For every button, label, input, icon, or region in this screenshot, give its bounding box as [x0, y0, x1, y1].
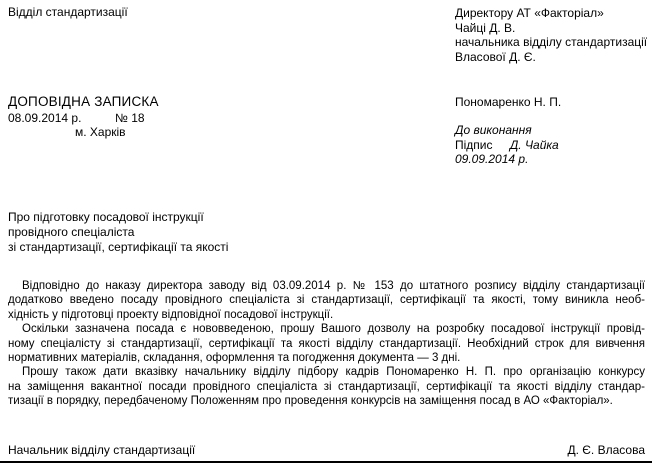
signer-position: Начальник відділу стандартизації [8, 443, 196, 457]
body-text [8, 279, 645, 409]
subject-line: зі стандартизації, сертифікації та якості [8, 240, 229, 254]
addressee-line: Чайці Д. В. [455, 20, 516, 35]
body-line: нормативних матеріалів, складання, оформлення та погодження документа — 3 дні. [8, 351, 461, 364]
subject-line: Про підготовку посадової інструкції [8, 210, 204, 224]
body-line: Відповідно до наказу директора заводу від 03.09.2014 р. № 153 до штатного розпису відділу стандартизації [22, 280, 645, 292]
document-date: 08.09.2014 р. [8, 111, 82, 125]
resolution-block [455, 123, 559, 167]
resolution-signer-name: Д. Чайка [509, 137, 559, 152]
addressee-line: Власової Д. Є. [455, 49, 536, 64]
body-line: додатково введено посаду провідного спеціаліста зі стандартизації, сертифікації та якості, тому виникла необ- [8, 294, 645, 307]
body-line: ному спеціалісту зі стандартизації, сертифікації та якості відділу стандартизації. Необхідний строк для вивчення [8, 337, 645, 350]
document-number: № 18 [115, 111, 145, 125]
body-line: Оскільки зазначена посада є нововведеною, прошу Вашого дозволу на розробку посадової інструкції провід- [22, 323, 645, 336]
subject-line: провідного спеціаліста [8, 225, 135, 239]
subject-block [8, 210, 228, 255]
document-type-title: ДОПОВІДНА ЗАПИСКА [8, 94, 159, 109]
document-city: м. Харків [75, 125, 126, 139]
resolution-signature-label: Підпис [455, 137, 493, 152]
bottom-border-line [0, 461, 652, 463]
signer-name: Д. Є. Власова [567, 443, 645, 457]
date-number-line [8, 111, 208, 125]
body-line: Прошу також дати вказівку начальнику відділу підбору кадрів Пономаренко Н. П. про організацію конкурсу [22, 366, 645, 379]
assignee-name: Пономаренко Н. П. [455, 95, 562, 109]
addressee-block [455, 6, 650, 64]
resolution-date: 09.09.2014 р. [455, 152, 529, 166]
body-line: тизації в порядку, передбаченому Положенням про проведення конкурсів на заміщення посад в АО «Факторіал». [8, 395, 613, 408]
body-line: хідність у підготовці проекту відповідної посадової інструкції. [8, 308, 334, 321]
addressee-line: Директору АТ «Факторіал» [455, 6, 604, 20]
department-name: Відділ стандартизації [8, 5, 128, 19]
resolution-signature-line [455, 138, 559, 153]
signature-row [8, 443, 645, 457]
addressee-line: начальника відділу стандартизації [455, 35, 648, 49]
resolution-text: До виконання [455, 123, 532, 137]
body-line: на заміщення вакантної посади провідного спеціаліста зі стандартизації, сертифікації та якості відділу стандар- [8, 380, 645, 393]
